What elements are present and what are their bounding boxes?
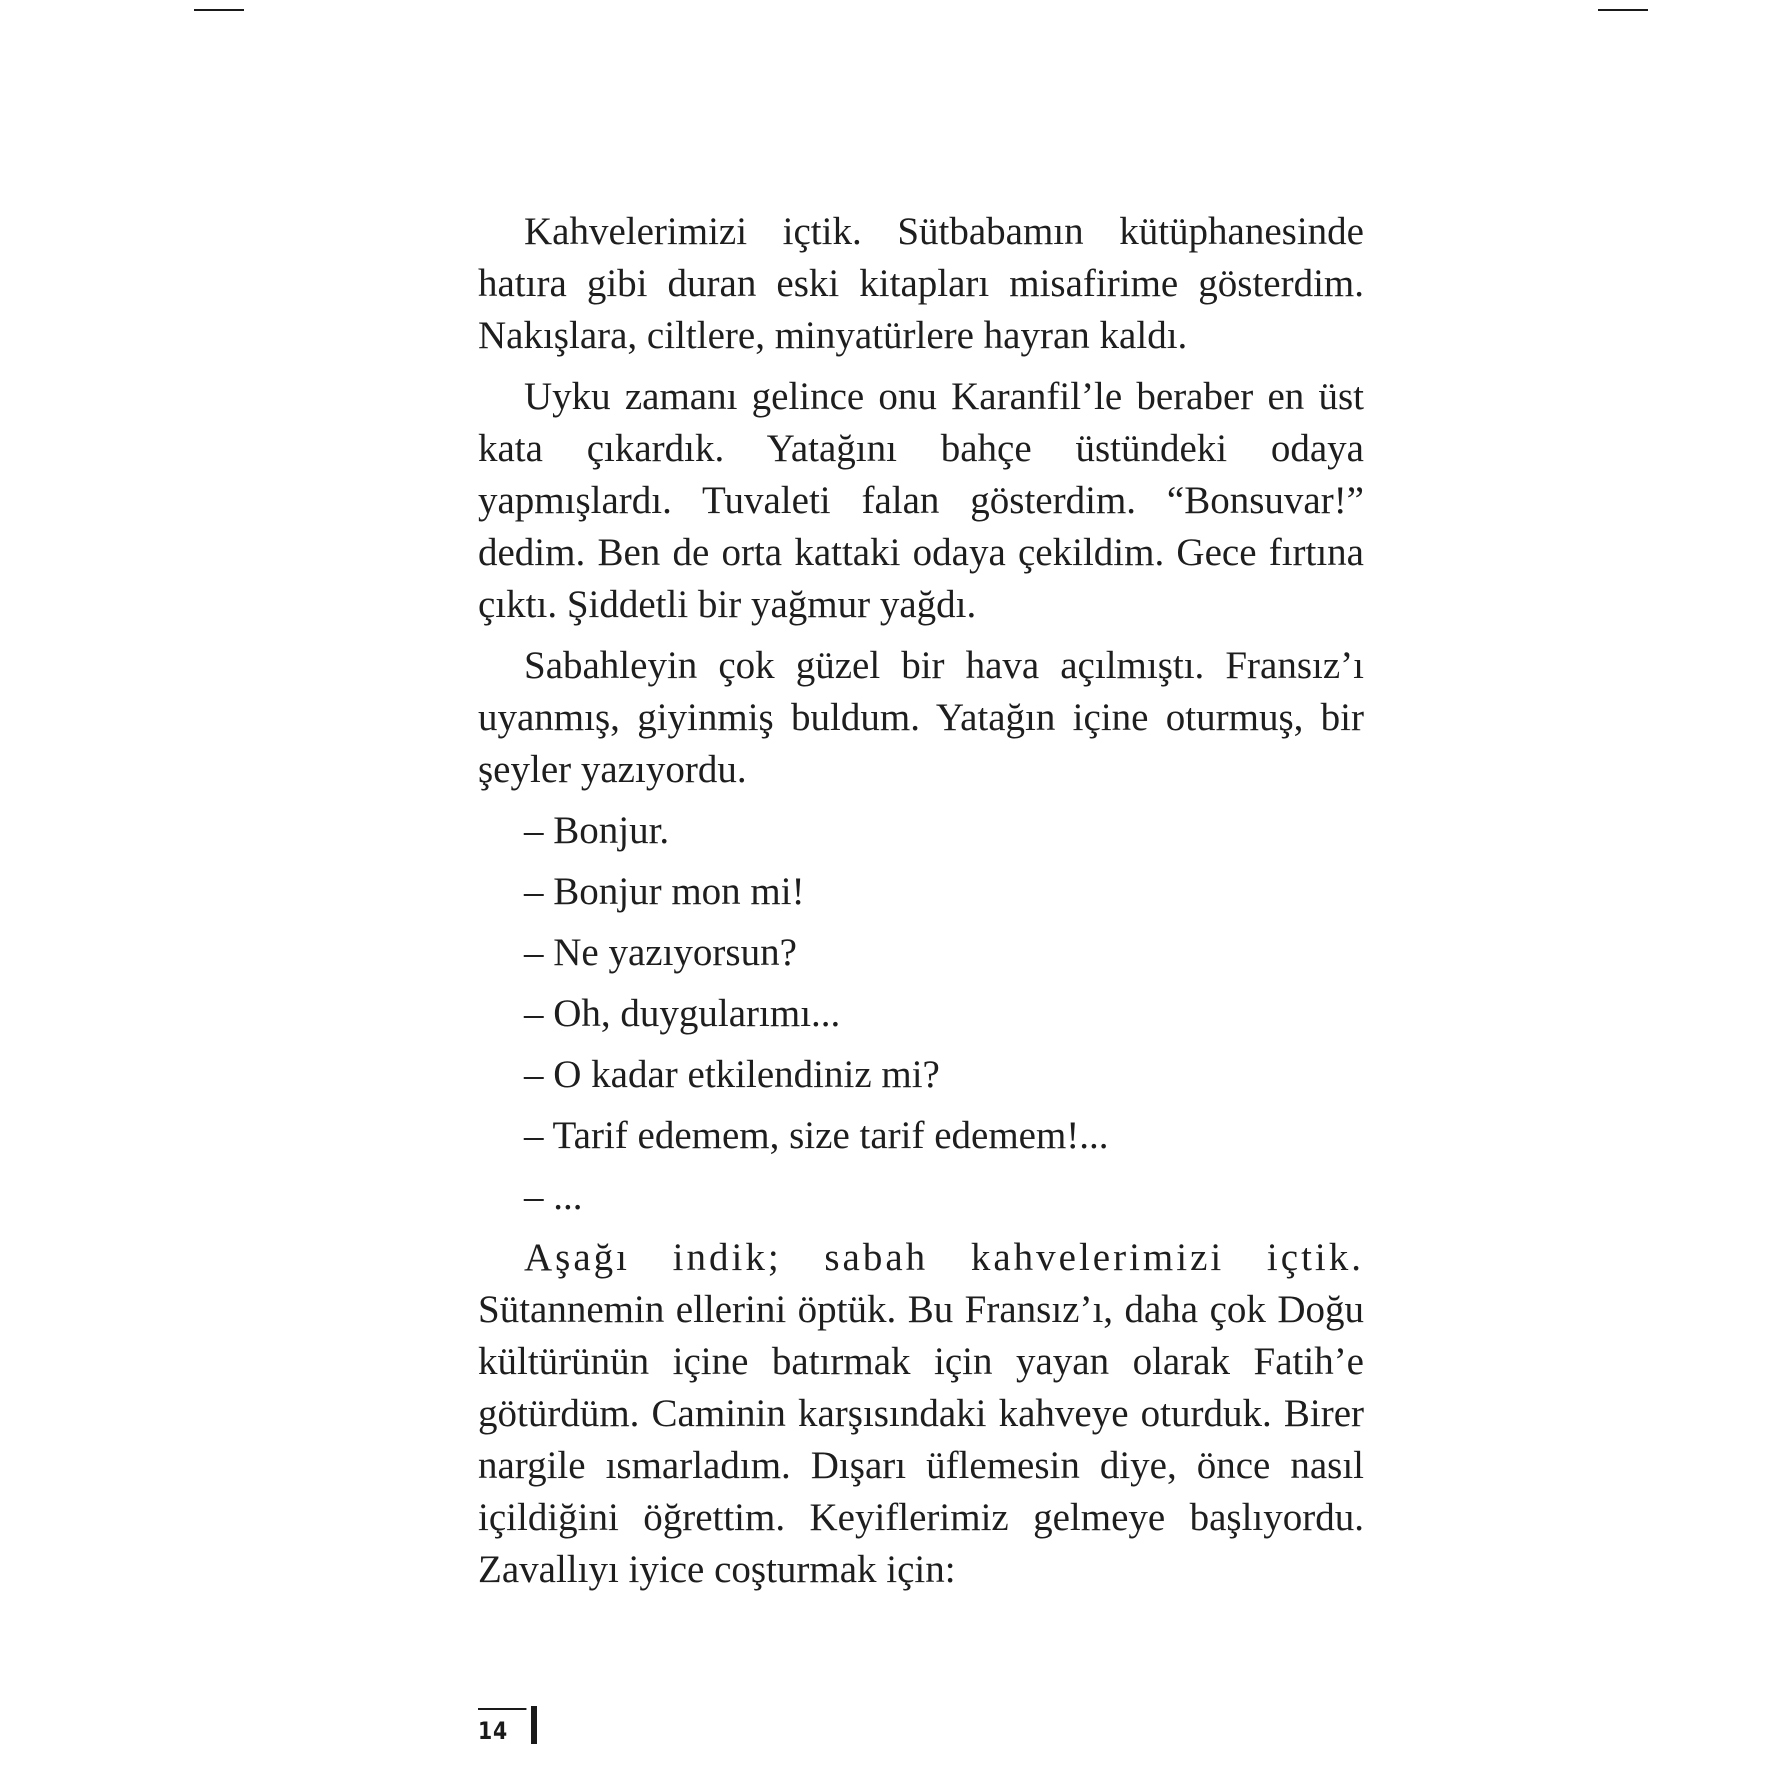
dialogue-line-3: – Ne yazıyorsun? bbox=[524, 931, 797, 974]
dialogue-line-7: – ... bbox=[524, 1175, 583, 1218]
paragraph-4 bbox=[478, 1232, 1364, 1596]
crop-mark-right bbox=[1598, 9, 1648, 11]
folio-bar bbox=[531, 1706, 537, 1744]
paragraph-4-rest: Sütannemin ellerini öptük. Bu Fransız’ı, daha çok Doğu kültürünün içine batırmak için yayan olarak Fatih’e götürdüm. Caminin karşısındaki kahveye oturduk. Birer nargile ısmarladım. Dışarı üflemesin diye, önce nasıl içildiğini öğrettim. Keyiflerimiz gelmeye başlıyordu. Zavallıyı iyice coşturmak için: bbox=[478, 1288, 1364, 1591]
dialogue-line-6: – Tarif edemem, size tarif edemem!... bbox=[524, 1114, 1109, 1157]
page-number-folio bbox=[478, 1706, 537, 1744]
paragraph-2: Uyku zamanı gelince onu Karanfil’le beraber en üst kata çıkardık. Yatağını bahçe üstündeki odaya yapmışlardı. Tuvaleti falan gösterdim. “Bonsuvar!” dedim. Ben de orta kattaki odaya çekildim. Gece fırtına çıktı. Şiddetli bir yağmur yağdı. bbox=[478, 375, 1364, 626]
crop-mark-left bbox=[194, 9, 244, 11]
dialogue-line-4: – Oh, duygularımı... bbox=[524, 992, 841, 1035]
dialogue-line-1: – Bonjur. bbox=[524, 809, 670, 852]
dialogue-line-2: – Bonjur mon mi! bbox=[524, 870, 805, 913]
page-body-text bbox=[478, 206, 1364, 1605]
paragraph-4-first-line: Aşağı indik; sabah kahvelerimizi içtik. bbox=[524, 1236, 1364, 1279]
dialogue-line-5: – O kadar etkilendiniz mi? bbox=[524, 1053, 940, 1096]
paragraph-3: Sabahleyin çok güzel bir hava açılmıştı. Fransız’ı uyanmış, giyinmiş buldum. Yatağın içine oturmuş, bir şeyler yazıyordu. bbox=[478, 644, 1364, 791]
paragraph-1: Kahvelerimizi içtik. Sütbabamın kütüphanesinde hatıra gibi duran eski kitapları misafirime gösterdim. Nakışlara, ciltlere, minyatürlere hayran kaldı. bbox=[478, 210, 1364, 357]
page-number: 14 bbox=[478, 1708, 527, 1744]
